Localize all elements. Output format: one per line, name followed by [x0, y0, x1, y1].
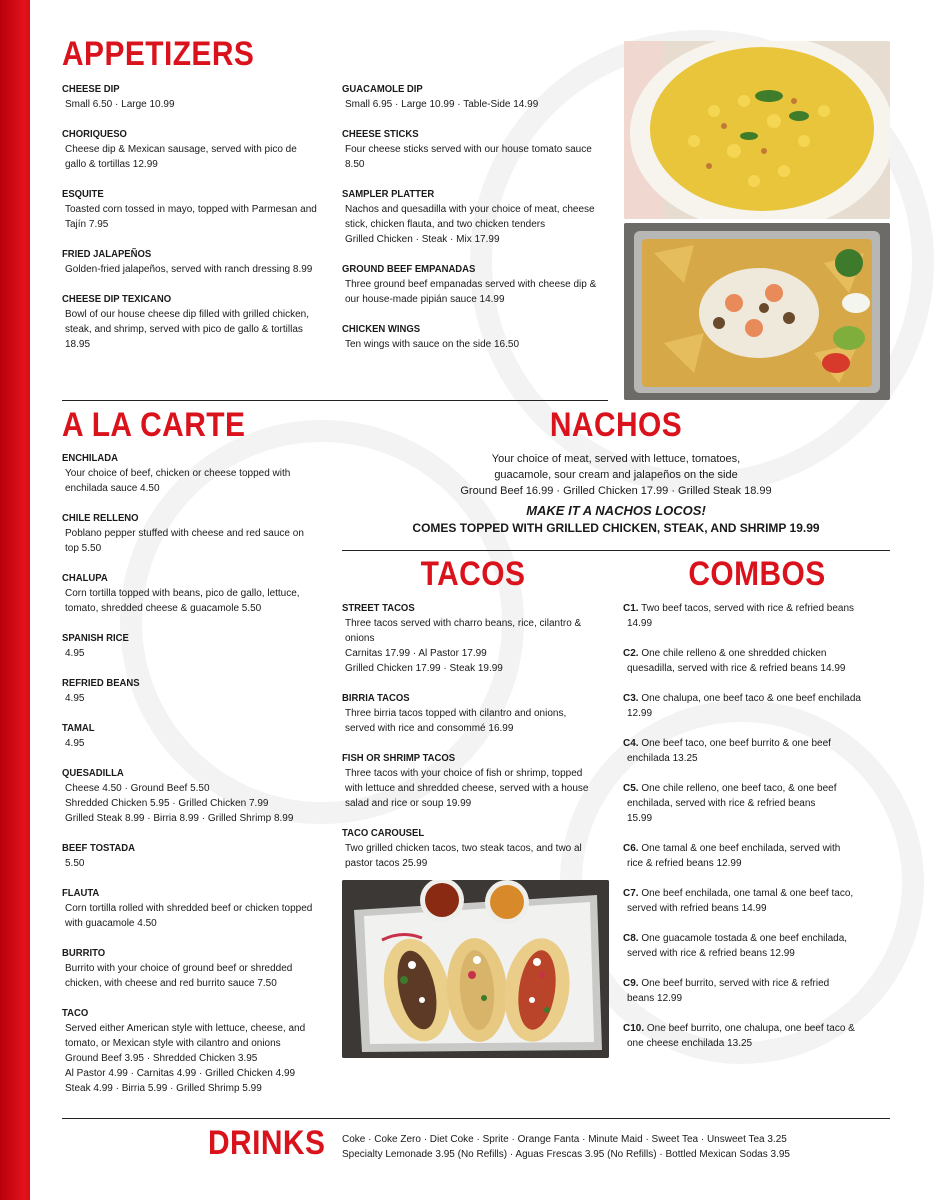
combo-code: C9. [623, 978, 639, 989]
combo-item [623, 886, 893, 916]
menu-item-name: CHEESE DIP [62, 84, 120, 95]
menu-item-line: pastor tacos 25.99 [345, 858, 428, 869]
menu-item-line: Two grilled chicken tacos, two steak tacos, and two al [345, 843, 582, 854]
tacos-image [342, 880, 609, 1058]
menu-item-line: Cheese dip & Mexican sausage, served with pico de [65, 144, 297, 155]
menu-item-description [62, 586, 337, 616]
menu-item-name: CHICKEN WINGS [342, 324, 421, 335]
nachos-description [342, 451, 890, 536]
combo-code: C1. [623, 603, 639, 614]
a-la-carte-column [62, 451, 337, 1111]
combo-description: One chile relleno, one beef taco, & one beef [641, 783, 837, 794]
menu-item-name: CHORIQUESO [62, 129, 127, 140]
menu-item [342, 262, 612, 307]
menu-item-name: SAMPLER PLATTER [342, 189, 435, 200]
menu-item-description [342, 616, 612, 676]
nachos-locos-title: MAKE IT A NACHOS LOCOS! [526, 503, 706, 518]
esquite-photo [624, 41, 890, 219]
menu-item-line: stick, chicken flauta, and two chicken tenders [345, 219, 546, 230]
menu-item-line: Poblano pepper stuffed with cheese and red sauce on [65, 528, 304, 539]
combo-code: C5. [623, 783, 639, 794]
menu-item-description [342, 337, 612, 352]
combo-item [623, 781, 893, 826]
menu-item-line: 18.95 [65, 339, 91, 350]
combo-code: C2. [623, 648, 639, 659]
drinks-heading: DRINKS [208, 1124, 326, 1162]
nachos-image [624, 223, 890, 400]
menu-item-description [342, 706, 612, 736]
menu-item-description [62, 736, 337, 751]
menu-item-line: Shredded Chicken 5.95 · Grilled Chicken 7.99 [65, 798, 269, 809]
combo-description: One beef enchilada, one tamal & one beef taco, [641, 888, 854, 899]
menu-item-line: Al Pastor 4.99 · Carnitas 4.99 · Grilled Chicken 4.99 [65, 1068, 296, 1079]
menu-item-name: GUACAMOLE DIP [342, 84, 423, 95]
tacos-column [342, 601, 612, 886]
combo-code: C3. [623, 693, 639, 704]
menu-item-description [62, 646, 337, 661]
menu-item-line: onions [345, 633, 375, 644]
menu-item-line: salad and rice or soup 19.99 [345, 798, 472, 809]
menu-item-line: Your choice of beef, chicken or cheese topped with [65, 468, 291, 479]
menu-item [62, 511, 337, 556]
menu-item [62, 247, 332, 277]
menu-item-line: Ten wings with sauce on the side 16.50 [345, 339, 519, 350]
combo-description: One chile relleno & one shredded chicken [641, 648, 827, 659]
menu-item-line: 4.95 [65, 693, 85, 704]
combo-description: One tamal & one beef enchilada, served with [641, 843, 841, 854]
menu-item-name: REFRIED BEANS [62, 678, 140, 689]
tacos-heading: TACOS [420, 555, 526, 593]
menu-item-line: enchilada sauce 4.50 [65, 483, 160, 494]
nachos-locos-detail: COMES TOPPED WITH GRILLED CHICKEN, STEAK, AND SHRIMP 19.99 [412, 521, 820, 535]
menu-item-description [342, 97, 612, 112]
menu-item [342, 601, 612, 676]
menu-item-description [342, 841, 612, 871]
menu-item-description [62, 961, 337, 991]
menu-item-name: ESQUITE [62, 189, 104, 200]
menu-item [62, 766, 337, 826]
combo-description: One beef burrito, one chalupa, one beef taco & [646, 1023, 855, 1034]
menu-item-description [62, 1021, 337, 1096]
menu-item-line: Small 6.95 · Large 10.99 · Table-Side 14.99 [345, 99, 539, 110]
nachos-desc-line: guacamole, sour cream and jalapeños on the side [494, 469, 738, 481]
menu-item [342, 82, 612, 112]
menu-item-line: tomato, shredded cheese & guacamole 5.50 [65, 603, 262, 614]
menu-item-description [62, 856, 337, 871]
menu-item-line: Served either American style with lettuce, cheese, and [65, 1023, 306, 1034]
appetizers-heading: APPETIZERS [62, 35, 255, 73]
menu-item-name: CHEESE DIP TEXICANO [62, 294, 172, 305]
menu-item-line: Small 6.50 · Large 10.99 [65, 99, 175, 110]
menu-item-description [342, 202, 612, 247]
combo-item [623, 691, 893, 721]
menu-item-line: Three tacos with your choice of fish or shrimp, topped [345, 768, 583, 779]
menu-item-name: ENCHILADA [62, 453, 118, 464]
menu-item-description [342, 142, 612, 172]
menu-item-name: BEEF TOSTADA [62, 843, 136, 854]
esquite-image [624, 41, 890, 219]
nachos-desc-line: Your choice of meat, served with lettuce, tomatoes, [491, 453, 741, 465]
combos-column [623, 601, 893, 1066]
menu-item-name: TAMAL [62, 723, 95, 734]
nachos-prices: Ground Beef 16.99 · Grilled Chicken 17.99 · Grilled Steak 18.99 [460, 485, 772, 497]
menu-item-name: FRIED JALAPEÑOS [62, 249, 152, 260]
menu-item-name: CHEESE STICKS [342, 129, 419, 140]
menu-item [342, 127, 612, 172]
combo-item [623, 736, 893, 766]
combo-item [623, 601, 893, 631]
menu-item [342, 187, 612, 247]
combo-item [623, 646, 893, 676]
combo-item [623, 841, 893, 871]
menu-item [62, 1006, 337, 1096]
menu-item-line: served with rice and consommé 16.99 [345, 723, 514, 734]
menu-item-name: STREET TACOS [342, 603, 415, 614]
red-side-band [0, 0, 40, 1200]
combo-line: served with refried beans 14.99 [627, 903, 767, 914]
menu-item [62, 187, 332, 232]
menu-item-name: SPANISH RICE [62, 633, 129, 644]
combo-code: C7. [623, 888, 639, 899]
combo-item [623, 1021, 893, 1051]
section-divider [342, 550, 890, 551]
combo-line: quesadilla, served with rice & refried beans 14.99 [627, 663, 846, 674]
menu-item-name: GROUND BEEF EMPANADAS [342, 264, 476, 275]
menu-item [62, 946, 337, 991]
appetizers-left-column [62, 82, 332, 367]
menu-item-line: Ground Beef 3.95 · Shredded Chicken 3.95 [65, 1053, 258, 1064]
menu-item-line: gallo & tortillas 12.99 [65, 159, 158, 170]
combo-line: 14.99 [627, 618, 653, 629]
menu-item-line: top 5.50 [65, 543, 102, 554]
nachos-photo [624, 223, 890, 400]
menu-item-name: CHILE RELLENO [62, 513, 139, 524]
menu-item [62, 451, 337, 496]
menu-item [62, 886, 337, 931]
combo-description: One chalupa, one beef taco & one beef enchilada [641, 693, 861, 704]
section-divider [62, 1118, 890, 1119]
menu-item-line: with lettuce and shredded cheese, served with a house [345, 783, 589, 794]
menu-item-description [62, 466, 337, 496]
combo-line: enchilada, served with rice & refried beans [627, 798, 816, 809]
menu-item-name: CHALUPA [62, 573, 108, 584]
combo-line: 15.99 [627, 813, 653, 824]
menu-item-line: Bowl of our house cheese dip filled with grilled chicken, [65, 309, 310, 320]
menu-item [62, 631, 337, 661]
menu-item [62, 676, 337, 706]
combo-line: 12.99 [627, 708, 653, 719]
menu-item-line: Golden-fried jalapeños, served with ranch dressing 8.99 [65, 264, 313, 275]
menu-item [342, 826, 612, 871]
menu-item-line: 5.50 [65, 858, 85, 869]
combo-line: beans 12.99 [627, 993, 683, 1004]
menu-item-line: our house-made pipián sauce 14.99 [345, 294, 505, 305]
menu-item-description [62, 262, 332, 277]
combo-code: C6. [623, 843, 639, 854]
menu-item-description [62, 142, 332, 172]
menu-item-name: TACO CAROUSEL [342, 828, 425, 839]
menu-item-description [62, 781, 337, 826]
combo-description: One guacamole tostada & one beef enchilada, [641, 933, 848, 944]
menu-item-description [342, 766, 612, 811]
combo-item [623, 976, 893, 1006]
menu-item-line: Corn tortilla rolled with shredded beef or chicken topped [65, 903, 313, 914]
combo-description: Two beef tacos, served with rice & refried beans [641, 603, 855, 614]
menu-item-line: Steak 4.99 · Birria 5.99 · Grilled Shrimp 5.99 [65, 1083, 262, 1094]
menu-item-line: Three tacos served with charro beans, rice, cilantro & [345, 618, 582, 629]
menu-item-description [342, 277, 612, 307]
menu-item-line: Burrito with your choice of ground beef or shredded [65, 963, 293, 974]
menu-item-line: Tajín 7.95 [65, 219, 109, 230]
menu-item-line: Cheese 4.50 · Ground Beef 5.50 [65, 783, 210, 794]
combo-line: rice & refried beans 12.99 [627, 858, 742, 869]
combo-item [623, 931, 893, 961]
menu-item [62, 721, 337, 751]
menu-item-description [62, 97, 332, 112]
menu-item [62, 841, 337, 871]
menu-item-description [62, 307, 332, 352]
menu-item-description [62, 202, 332, 232]
combo-code: C4. [623, 738, 639, 749]
menu-item-line: Three ground beef empanadas served with cheese dip & [345, 279, 597, 290]
menu-item-name: BURRITO [62, 948, 106, 959]
menu-item [342, 751, 612, 811]
menu-item [62, 82, 332, 112]
menu-item [62, 127, 332, 172]
nachos-heading: NACHOS [549, 406, 683, 444]
combo-line: enchilada 13.25 [627, 753, 698, 764]
menu-item [62, 292, 332, 352]
menu-item-line: tomato, or Mexican style with cilantro and onions [65, 1038, 281, 1049]
menu-item-line: Toasted corn tossed in mayo, topped with Parmesan and [65, 204, 317, 215]
menu-item-name: FLAUTA [62, 888, 100, 899]
combo-description: One beef burrito, served with rice & refried [641, 978, 830, 989]
menu-item-name: FISH OR SHRIMP TACOS [342, 753, 456, 764]
menu-item-line: Grilled Steak 8.99 · Birria 8.99 · Grilled Shrimp 8.99 [65, 813, 294, 824]
menu-item-line: 4.95 [65, 648, 85, 659]
menu-item-line: 4.95 [65, 738, 85, 749]
menu-item-name: BIRRIA TACOS [342, 693, 410, 704]
drinks-line: Specialty Lemonade 3.95 (No Refills) · Aguas Frescas 3.95 (No Refills) · Bottled Mexican Sodas 3.95 [342, 1149, 790, 1160]
menu-item-description [62, 901, 337, 931]
drinks-list [342, 1132, 892, 1162]
menu-item-description [62, 526, 337, 556]
drinks-line: Coke · Coke Zero · Diet Coke · Sprite · Orange Fanta · Minute Maid · Sweet Tea · Unsweet Tea 3.25 [342, 1134, 787, 1145]
menu-item-line: Three birria tacos topped with cilantro and onions, [345, 708, 567, 719]
section-divider [62, 400, 608, 401]
menu-item-line: Grilled Chicken 17.99 · Steak 19.99 [345, 663, 503, 674]
menu-item-description [62, 691, 337, 706]
a-la-carte-heading: A LA CARTE [62, 406, 246, 444]
combo-line: one cheese enchilada 13.25 [627, 1038, 753, 1049]
combo-line: served with rice & refried beans 12.99 [627, 948, 795, 959]
menu-item-line: Four cheese sticks served with our house tomato sauce [345, 144, 592, 155]
combo-description: One beef taco, one beef burrito & one beef [641, 738, 831, 749]
combos-heading: COMBOS [688, 555, 826, 593]
menu-item-line: 8.50 [345, 159, 365, 170]
appetizers-right-column [342, 82, 612, 367]
menu-item-line: Grilled Chicken · Steak · Mix 17.99 [345, 234, 500, 245]
tacos-photo [342, 880, 609, 1058]
menu-item-line: Carnitas 17.99 · Al Pastor 17.99 [345, 648, 487, 659]
menu-item-name: TACO [62, 1008, 89, 1019]
combo-code: C10. [623, 1023, 645, 1034]
menu-item-line: steak, and shrimp, served with pico de gallo & tortillas [65, 324, 303, 335]
combo-code: C8. [623, 933, 639, 944]
menu-item-name: QUESADILLA [62, 768, 124, 779]
menu-item-line: Nachos and quesadilla with your choice of meat, cheese [345, 204, 595, 215]
menu-item-line: chicken, with cheese and red burrito sauce 7.50 [65, 978, 277, 989]
menu-item-line: with guacamole 4.50 [65, 918, 157, 929]
menu-item-line: Corn tortilla topped with beans, pico de gallo, lettuce, [65, 588, 300, 599]
menu-item [342, 691, 612, 736]
menu-item [342, 322, 612, 352]
menu-item [62, 571, 337, 616]
